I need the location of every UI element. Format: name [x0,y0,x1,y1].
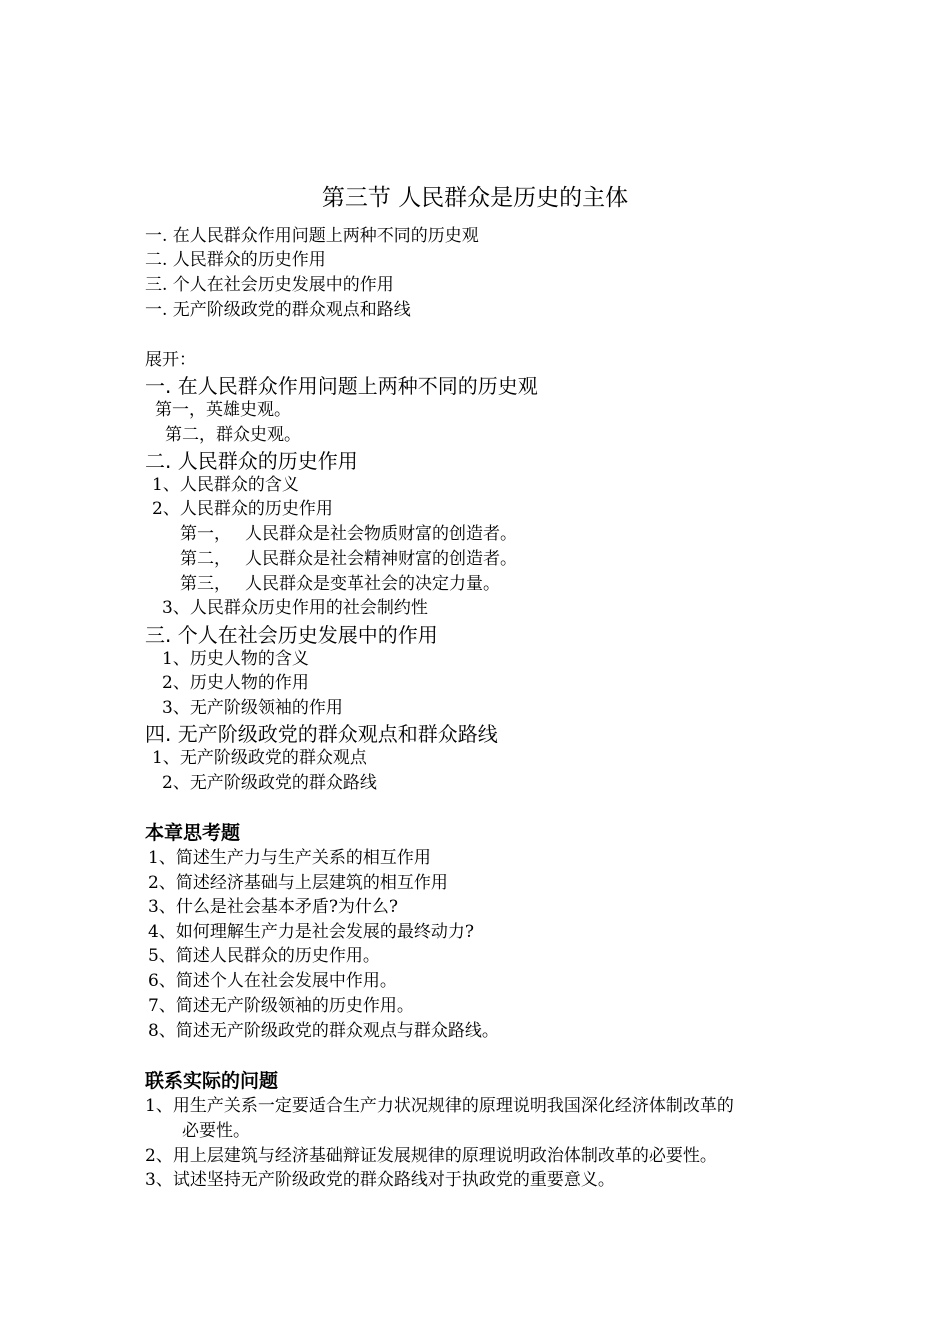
section-4-item: 1、无产阶级政党的群众观点 [152,748,367,768]
outline-item: 一. 在人民群众作用问题上两种不同的历史观 [145,226,479,246]
review-item: 4、如何理解生产力是社会发展的最终动力? [148,922,474,942]
review-item: 3、什么是社会基本矛盾?为什么? [148,897,399,917]
review-item: 6、简述个人在社会发展中作用。 [148,971,397,991]
practice-item: 3、试述坚持无产阶级政党的群众路线对于执政党的重要意义。 [145,1170,615,1190]
section-2-item: 1、人民群众的含义 [152,475,299,495]
review-item: 8、简述无产阶级政党的群众观点与群众路线。 [148,1021,499,1041]
section-1-item: 第一，英雄史观。 [155,400,291,420]
section-3-item: 1、历史人物的含义 [162,649,309,669]
subitem-text: 人民群众是社会精神财富的创造者。 [245,549,517,569]
review-item: 5、简述人民群众的历史作用。 [148,946,380,966]
page-title: 第三节 人民群众是历史的主体 [321,185,629,211]
practice-item: 1、用生产关系一定要适合生产力状况规律的原理说明我国深化经济体制改革的 [145,1096,734,1116]
section-2-subitem [180,526,517,543]
practice-item: 2、用上层建筑与经济基础辩证发展规律的原理说明政治体制改革的必要性。 [145,1146,717,1166]
outline-item: 三. 个人在社会历史发展中的作用 [145,275,394,295]
subitem-label: 第二， [180,549,231,569]
review-item: 2、简述经济基础与上层建筑的相互作用 [148,873,448,893]
subitem-text: 人民群众是社会物质财富的创造者。 [245,524,517,544]
review-item: 7、简述无产阶级领袖的历史作用。 [148,996,414,1016]
section-4-item: 2、无产阶级政党的群众路线 [162,773,377,793]
expand-label: 展开： [145,350,196,370]
section-2-item: 2、人民群众的历史作用 [152,499,333,519]
practice-item-continuation: 必要性。 [182,1121,250,1141]
section-1-heading: 一. 在人民群众作用问题上两种不同的历史观 [145,374,538,398]
outline-item: 二. 人民群众的历史作用 [145,250,326,270]
section-2-item: 3、人民群众历史作用的社会制约性 [162,598,428,618]
section-3-item: 3、无产阶级领袖的作用 [162,698,343,718]
subitem-label: 第一， [180,524,231,544]
practice-heading: 联系实际的问题 [145,1070,279,1092]
subitem-label: 第三， [180,574,231,594]
section-3-item: 2、历史人物的作用 [162,673,309,693]
section-4-heading: 四. 无产阶级政党的群众观点和群众路线 [145,722,498,746]
subitem-text: 人民群众是变革社会的决定力量。 [245,574,500,594]
section-1-item: 第二，群众史观。 [165,425,301,445]
section-3-heading: 三. 个人在社会历史发展中的作用 [145,623,438,647]
section-2-heading: 二. 人民群众的历史作用 [145,449,358,473]
section-2-subitem [180,576,500,593]
review-item: 1、简述生产力与生产关系的相互作用 [148,848,431,868]
section-2-subitem [180,551,517,568]
outline-item: 一. 无产阶级政党的群众观点和路线 [145,300,411,320]
review-heading: 本章思考题 [145,822,241,844]
